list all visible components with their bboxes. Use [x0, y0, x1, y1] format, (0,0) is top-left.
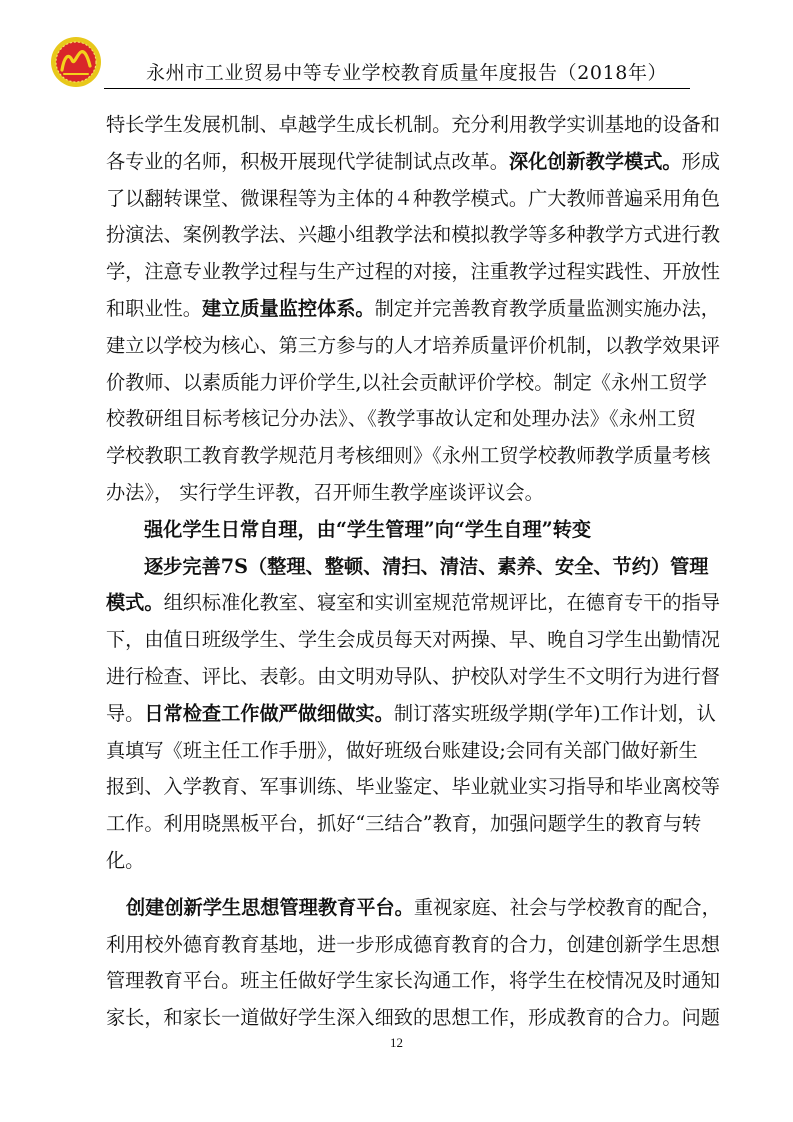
bold-text: 创建创新学生思想管理教育平台。: [126, 895, 414, 919]
text-line: [106, 549, 709, 586]
document-body: [106, 107, 721, 1037]
section-heading: [106, 512, 696, 549]
text-line: [106, 328, 720, 365]
text-segment: 导。: [106, 701, 145, 725]
text-segment: 下，由值日班级学生、学生会成员每天对两操、早、晚自习学生出勤情况: [106, 628, 720, 652]
text-segment: 制定并完善教育教学质量监测实施办法，: [374, 296, 720, 320]
text-segment: 形成: [681, 149, 720, 173]
text-line: [106, 475, 696, 512]
bold-text: 模式。: [106, 591, 164, 615]
text-segment: 利用校外德育教育基地，进一步形成德育教育的合力，创建创新学生思想: [106, 932, 720, 956]
text-line: [106, 806, 702, 843]
text-line: [106, 733, 696, 770]
text-line: [106, 365, 707, 402]
paragraph-gap: [106, 880, 696, 890]
text-line: [106, 107, 720, 144]
text-line: [106, 254, 720, 291]
page-header: [50, 36, 690, 90]
text-line: [106, 144, 720, 181]
text-line: [106, 769, 720, 806]
text-line: [106, 659, 720, 696]
text-segment: 办法》， 实行学生评教，召开师生教学座谈评议会。: [106, 480, 544, 504]
text-line: [106, 963, 720, 1000]
text-segment: 组织标准化教室、寝室和实训室规范常规评比，在德育专干的指导: [163, 591, 720, 615]
text-line: [106, 217, 720, 254]
header-title: 永州市工业贸易中等专业学校教育质量年度报告（2018年）: [146, 62, 668, 84]
text-segment: 家长，和家长一道做好学生深入细致的思想工作，形成教育的合力。问题: [106, 1006, 720, 1030]
text-line: [106, 1000, 720, 1037]
text-segment: 建立以学校为核心、第三方参与的人才培养质量评价机制，以教学效果评: [106, 333, 720, 357]
text-segment: 报到、入学教育、军事训练、毕业鉴定、毕业就业实习指导和毕业离校等: [106, 775, 720, 799]
text-line: [106, 890, 721, 927]
text-line: [106, 927, 720, 964]
bold-text: 深化创新教学模式。: [508, 149, 682, 173]
text-line: [106, 622, 720, 659]
text-segment: 学，注意专业教学过程与生产过程的对接，注重教学过程实践性、开放性: [106, 260, 720, 284]
text-segment: 进行检查、评比、表彰。由文明劝导队、护校队对学生不文明行为进行督: [106, 664, 720, 688]
text-segment: 真填写《班主任工作手册》，做好班级台账建设;会同有关部门做好新生: [106, 738, 698, 762]
text-line: [106, 585, 720, 622]
bold-text: 强化学生日常自理，由“学生管理”向“学生自理”转变: [144, 517, 592, 541]
text-segment: 重视家庭、社会与学校教育的配合，: [413, 895, 721, 919]
text-line: [106, 438, 711, 475]
text-segment: 工作。利用晓黑板平台，抓好“三结合”教育，加强问题学生的教育与转: [106, 812, 702, 836]
text-line: [106, 291, 720, 328]
text-segment: 价教师、以素质能力评价学生,以社会贡献评价学校。制定《永州工贸学: [106, 370, 707, 394]
text-segment: 了以翻转课堂、微课程等为主体的４种教学模式。广大教师普遍采用角色: [106, 186, 720, 210]
text-segment: 学校教职工教育教学规范月考核细则》《永州工贸学校教师教学质量考核: [106, 444, 711, 468]
text-line: [106, 401, 696, 438]
header-divider: [104, 88, 690, 89]
text-line: [106, 696, 716, 733]
text-segment: 制订落实班级学期(学年)工作计划，认: [393, 701, 716, 725]
text-segment: 化。: [106, 848, 145, 872]
bold-text: 建立质量监控体系。: [201, 296, 375, 320]
text-segment: 扮演法、案例教学法、兴趣小组教学法和模拟教学等多种教学方式进行教: [106, 223, 720, 247]
text-segment: 各专业的名师，积极开展现代学徒制试点改革。: [106, 149, 509, 173]
text-segment: 校教研组目标考核记分办法》、《教学事故认定和处理办法》《永州工贸: [106, 407, 696, 431]
text-segment: 管理教育平台。班主任做好学生家长沟通工作，将学生在校情况及时通知: [106, 969, 720, 993]
text-segment: 特长学生发展机制、卓越学生成长机制。充分利用教学实训基地的设备和: [106, 113, 720, 136]
bold-text: 逐步完善7S（整理、整顿、清扫、清洁、素养、安全、节约）管理: [144, 554, 709, 578]
school-emblem-icon: [50, 36, 102, 88]
text-segment: 和职业性。: [106, 296, 202, 320]
page-number: 12: [390, 1035, 403, 1050]
text-line: [106, 843, 696, 880]
bold-text: 日常检查工作做严做细做实。: [144, 701, 394, 725]
text-line: [106, 181, 720, 218]
